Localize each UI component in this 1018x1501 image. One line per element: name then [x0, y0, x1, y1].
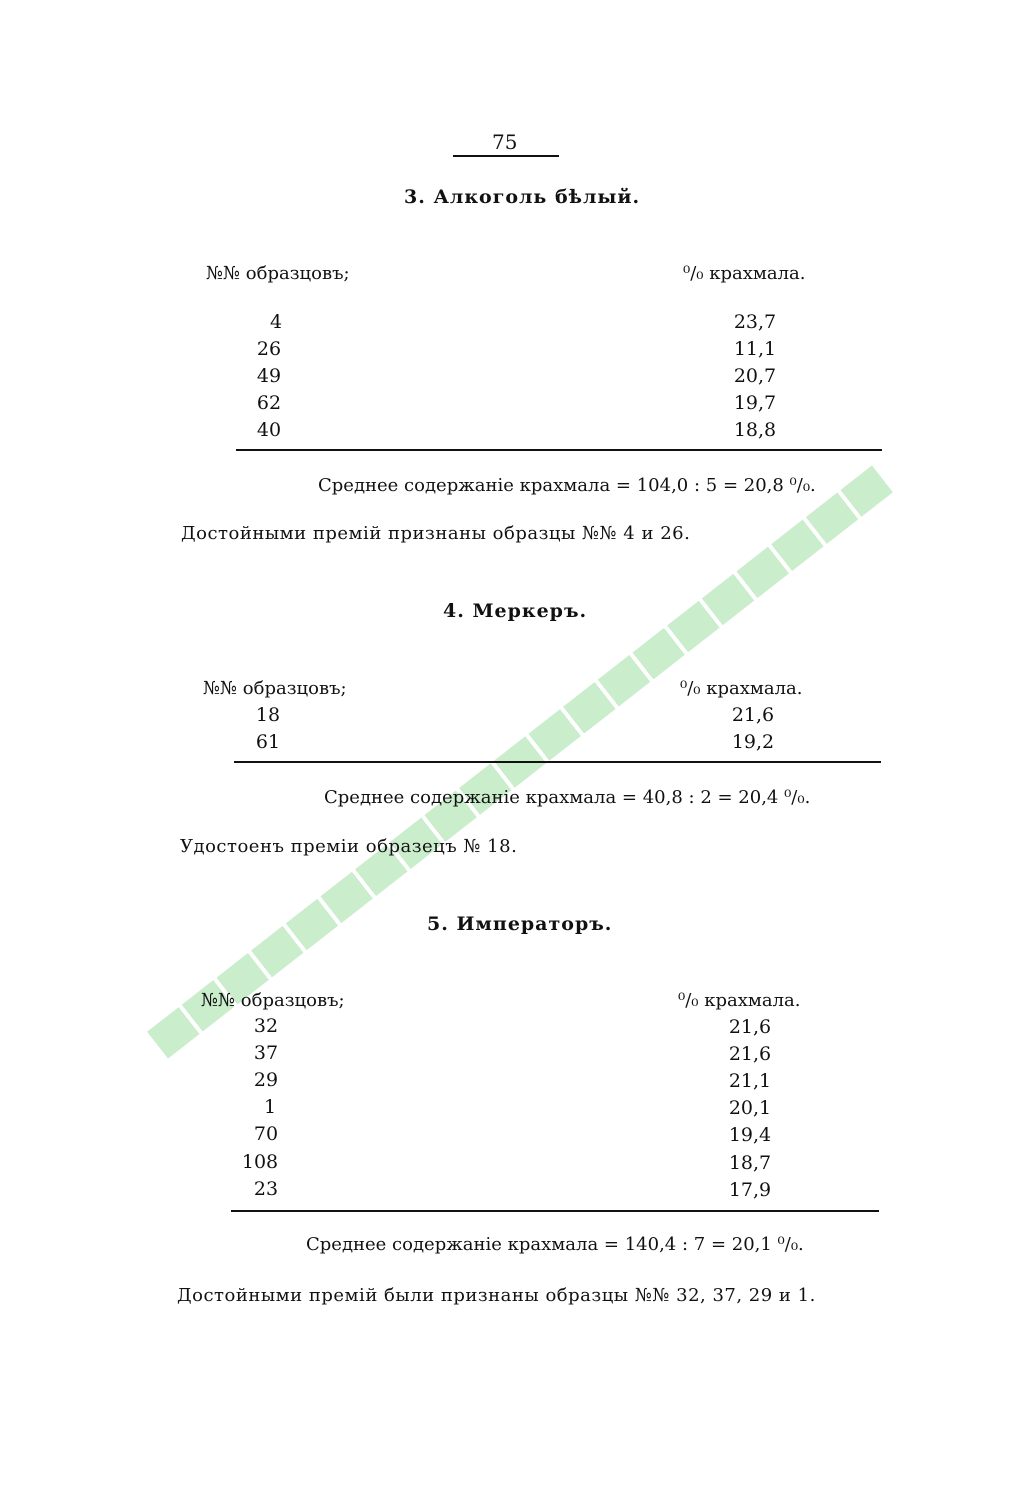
starch-percent: 19,4 [728, 1124, 772, 1146]
page-number-rule [453, 155, 559, 157]
column-header-starch: ⁰/₀ крахмала. [683, 263, 806, 284]
starch-percent: 21,6 [728, 1043, 772, 1065]
table-rule [231, 1210, 879, 1212]
sample-number: 61 [255, 731, 281, 753]
starch-percent: 23,7 [733, 311, 777, 333]
sample-number: 29 [253, 1069, 279, 1091]
sample-number: 62 [256, 392, 282, 414]
starch-percent: 18,7 [728, 1152, 772, 1174]
sample-number: 1 [263, 1096, 277, 1118]
starch-percent: 21,6 [731, 704, 775, 726]
section-title: 5. Императоръ. [427, 913, 613, 935]
page-number: 75 [492, 130, 518, 154]
award-note: Достойными премій были признаны образцы №№ 32, 37, 29 и 1. [177, 1285, 816, 1306]
section-title: 4. Меркеръ. [443, 600, 588, 622]
sample-number: 4 [269, 311, 283, 333]
column-header-samples: №№ образцовъ; [206, 263, 350, 284]
award-note: Удостоенъ преміи образецъ № 18. [180, 836, 518, 857]
average-line: Среднее содержаніе крахмала = 140,4 : 7 = 20,1 ⁰/₀. [306, 1234, 804, 1255]
sample-number: 49 [256, 365, 282, 387]
starch-percent: 18,8 [733, 419, 777, 441]
starch-percent: 21,1 [728, 1070, 772, 1092]
table-rule [236, 449, 882, 451]
column-header-starch: ⁰/₀ крахмала. [680, 678, 803, 699]
starch-percent: 19,7 [733, 392, 777, 414]
sample-number: 40 [256, 419, 282, 441]
starch-percent: 19,2 [731, 731, 775, 753]
sample-number: 26 [256, 338, 282, 360]
starch-percent: 17,9 [728, 1179, 772, 1201]
table-rule [234, 761, 881, 763]
sample-number: 32 [253, 1015, 279, 1037]
starch-percent: 20,1 [728, 1097, 772, 1119]
column-header-starch: ⁰/₀ крахмала. [678, 990, 801, 1011]
sample-number: 70 [253, 1123, 279, 1145]
starch-percent: 20,7 [733, 365, 777, 387]
sample-number: 23 [253, 1178, 279, 1200]
average-line: Среднее содержаніе крахмала = 40,8 : 2 = 20,4 ⁰/₀. [324, 787, 811, 808]
column-header-samples: №№ образцовъ; [203, 678, 347, 699]
sample-number: 108 [241, 1151, 279, 1173]
award-note: Достойными премій признаны образцы №№ 4 и 26. [181, 523, 691, 544]
column-header-samples: №№ образцовъ; [201, 990, 345, 1011]
average-line: Среднее содержаніе крахмала = 104,0 : 5 = 20,8 ⁰/₀. [318, 475, 816, 496]
sample-number: 18 [255, 704, 281, 726]
starch-percent: 21,6 [728, 1016, 772, 1038]
section-title: 3. Алкоголь бѣлый. [404, 186, 641, 208]
starch-percent: 11,1 [733, 338, 777, 360]
sample-number: 37 [253, 1042, 279, 1064]
